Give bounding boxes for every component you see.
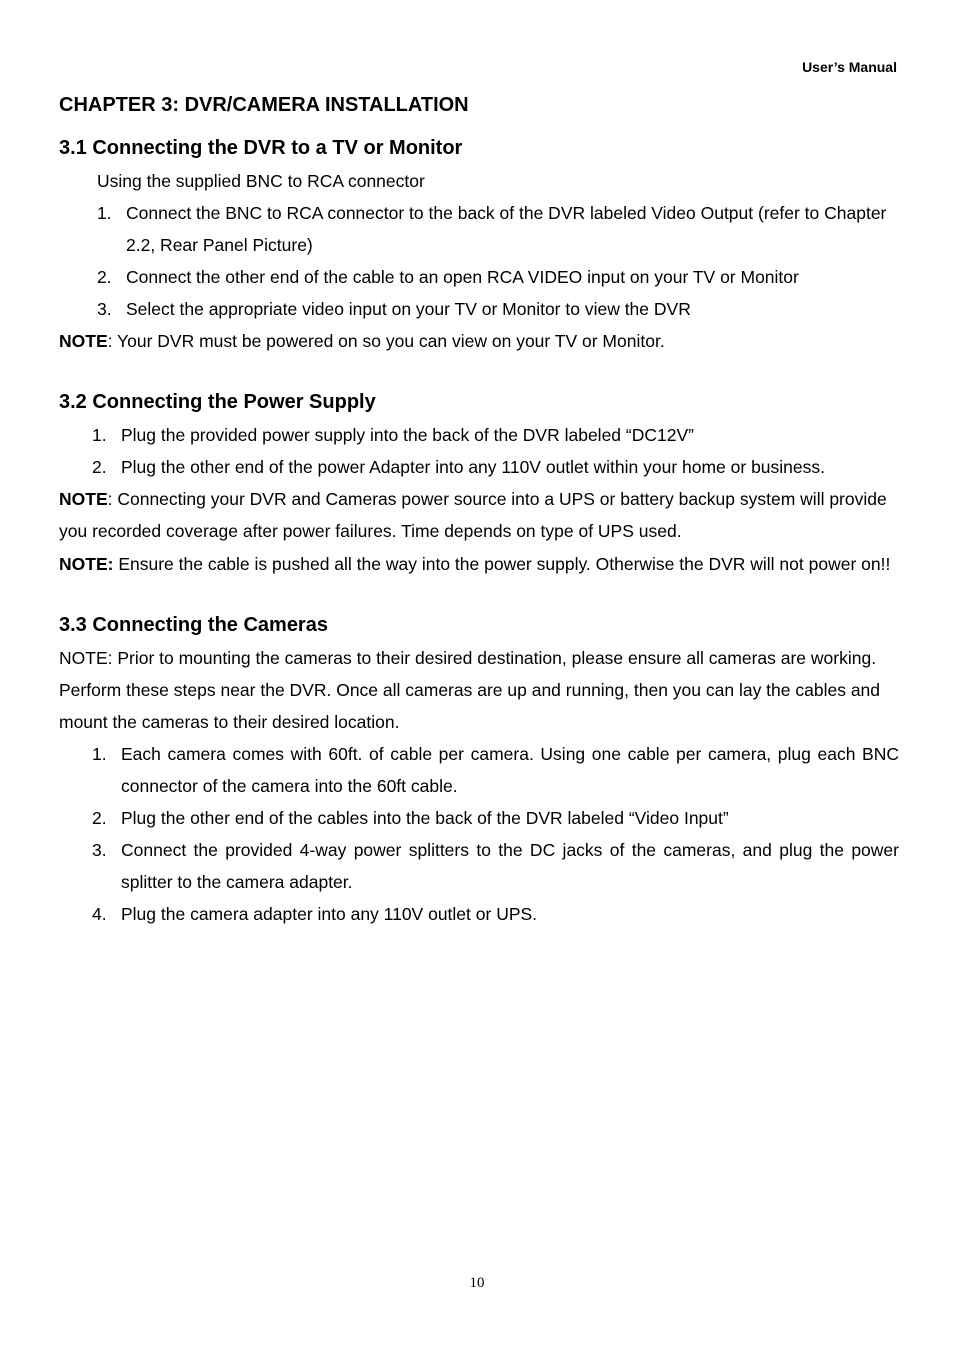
note-label: NOTE:	[59, 554, 114, 574]
note: NOTE: Connecting your DVR and Cameras power source into a UPS or battery backup system will provide you recorded coverage after power failures. Time depends on type of UPS used.	[59, 489, 887, 541]
section-title: 3.3 Connecting the Cameras	[59, 614, 328, 636]
section-title: 3.1 Connecting the DVR to a TV or Monitor	[59, 137, 463, 159]
section-connect-cameras	[59, 608, 899, 930]
list-item: 1. Plug the provided power supply into the back of the DVR labeled “DC12V”	[92, 425, 694, 445]
section-title: 3.2 Connecting the Power Supply	[59, 391, 376, 413]
note-label: NOTE	[59, 489, 108, 509]
page-number: 10	[469, 1275, 485, 1291]
section-power-supply	[59, 385, 899, 580]
list-item: 2. Plug the other end of the cables into the back of the DVR labeled “Video Input”	[92, 808, 729, 828]
list-item: 3. Select the appropriate video input on your TV or Monitor to view the DVR	[97, 299, 691, 319]
page-content	[59, 88, 899, 930]
steps-list	[59, 197, 899, 325]
list-item: 3. Connect the provided 4-way power splitters to the DC jacks of the cameras, and plug the power splitter to the camera adapter.	[92, 840, 899, 892]
section-intro: Using the supplied BNC to RCA connector	[97, 171, 425, 191]
list-item: 1. Each camera comes with 60ft. of cable per camera. Using one cable per camera, plug each BNC connector of the camera into the 60ft cable.	[92, 744, 899, 796]
section-intro: NOTE: Prior to mounting the cameras to their desired destination, please ensure all cameras are working. Perform these steps near the DVR. Once all cameras are up and running, then you can lay the cables and mount the cameras to their desired location.	[59, 648, 881, 732]
note: NOTE: Your DVR must be powered on so you can view on your TV or Monitor.	[59, 331, 665, 351]
running-header: User’s Manual	[802, 59, 897, 75]
steps-list	[59, 419, 899, 483]
note-label: NOTE	[59, 331, 108, 351]
steps-list	[59, 738, 899, 930]
list-item: 4. Plug the camera adapter into any 110V outlet or UPS.	[92, 904, 538, 924]
list-item: 2. Plug the other end of the power Adapter into any 110V outlet within your home or business.	[92, 457, 826, 477]
note: NOTE: Ensure the cable is pushed all the way into the power supply. Otherwise the DVR will not power on!!	[59, 554, 891, 574]
list-item: 1. Connect the BNC to RCA connector to the back of the DVR labeled Video Output (refer to Chapter 2.2, Rear Panel Picture)	[97, 203, 887, 255]
chapter-title: CHAPTER 3: DVR/CAMERA INSTALLATION	[59, 94, 469, 116]
section-connect-tv	[59, 131, 899, 357]
list-item: 2. Connect the other end of the cable to an open RCA VIDEO input on your TV or Monitor	[97, 267, 799, 287]
